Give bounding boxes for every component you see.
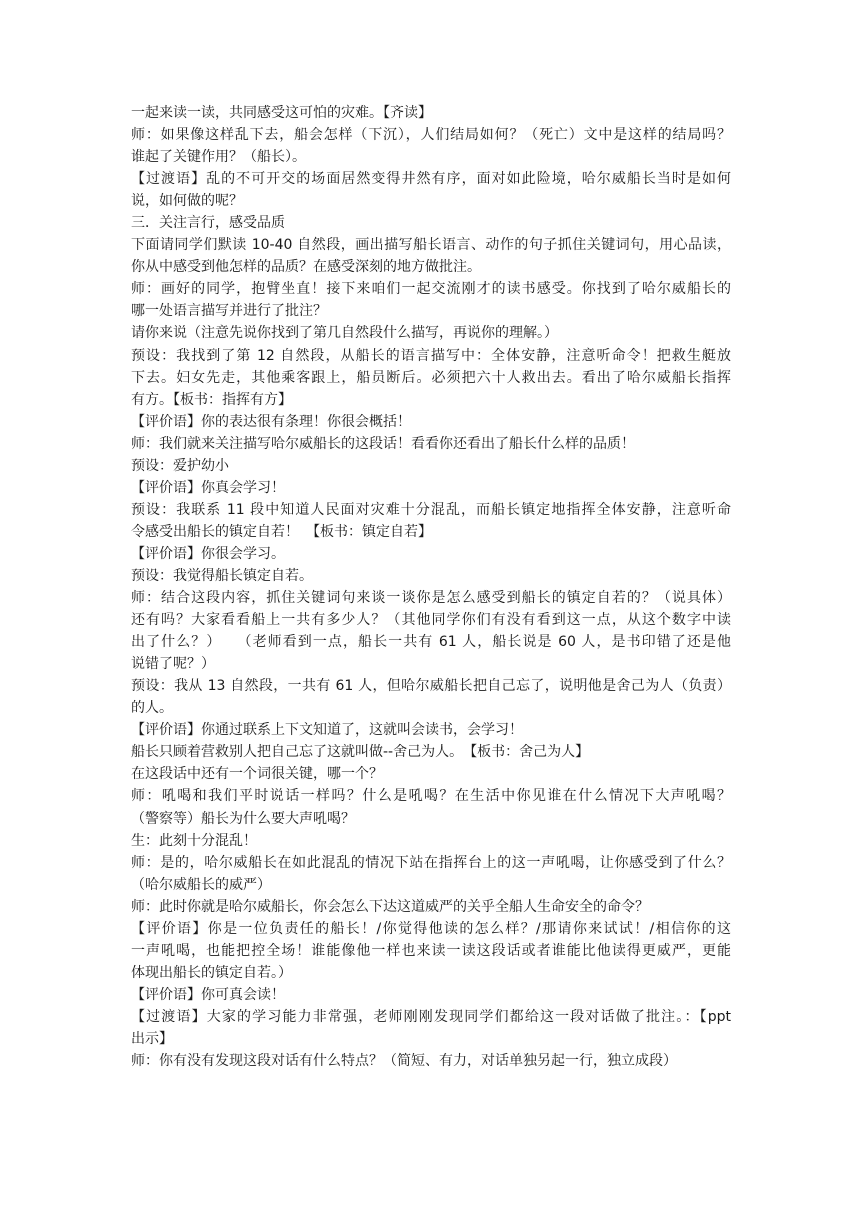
text-line: 有方。【板书：指挥有方】 [131,391,292,408]
text-line: 哪一处语言描写并进行了批注？ [131,303,327,320]
text-line: 出示】 [131,1030,173,1047]
text-line: 【过渡语】乱的不可开交的场面居然变得井然有序，面对如此险境，哈尔威船长当时是如何 [131,171,731,188]
text-line: 师：画好的同学，抱臂坐直！接下来咱们一起交流刚才的读书感受。你找到了哈尔威船长的 [131,281,731,298]
text-line: 师：此时你就是哈尔威船长，你会怎么下达这道威严的关乎全船人生命安全的命令？ [131,898,649,915]
text-line: 师：是的，哈尔威船长在如此混乱的情况下站在指挥台上的这一声吼喝，让你感受到了什么？ [131,854,731,871]
text-line: 请你来说（注意先说你找到了第几自然段什么描写，再说你的理解。） [131,325,558,342]
document-body [131,102,731,1072]
text-line: 一起来读一读，共同感受这可怕的灾难。【齐读】 [131,105,432,121]
text-line: 预设：我从 13 自然段，一共有 61 人，但哈尔威船长把自己忘了，说明他是舍己为人（负责） [131,678,731,695]
text-line: 预设：我联系 11 段中知道人民面对灾难十分混乱，而船长镇定地指挥全体安静，注意听命 [131,501,731,518]
text-line: 师：吼喝和我们平时说话一样吗？什么是吼喝？在生活中你见谁在什么情况下大声吼喝？ [131,788,731,805]
text-line: 下面请同学们默读 10-40 自然段，画出描写船长语言、动作的句子抓住关键词句，用心品读， [131,237,731,254]
text-line: 师：如果像这样乱下去，船会怎样（下沉），人们结局如何？（死亡）文中是这样的结局吗？ [131,127,731,144]
text-line: 预设：我觉得船长镇定自若。 [131,567,313,584]
text-line: 出了什么？） （老师看到一点，船长一共有 61 人，船长说是 60 人，是书印错了还是他 [131,634,731,651]
text-line: 体现出船长的镇定自若。） [131,964,292,981]
text-line: 【过渡语】大家的学习能力非常强，老师刚刚发现同学们都给这一段对话做了批注。：【ppt [131,1008,731,1025]
text-line: 说，如何做的呢？ [131,193,243,210]
text-line: 在这段话中还有一个词很关键，哪一个？ [131,766,383,783]
text-line: 【评价语】你真会学习！ [131,479,285,496]
text-line: 师：我们就来关注描写哈尔威船长的这段话！看看你还看出了船长什么样的品质！ [131,435,635,452]
text-line: 师：你有没有发现这段对话有什么特点？（简短、有力，对话单独另起一行，独立成段） [131,1053,677,1070]
text-line: 师：结合这段内容，抓住关键词句来谈一谈你是怎么感受到船长的镇定自若的？（说具体） [131,590,731,607]
text-line: （哈尔威船长的威严） [131,876,271,893]
text-line: 的人。 [131,700,173,717]
text-line: 【评价语】你是一位负责任的船长！/你觉得他读的怎么样？/那请你来试试！/相信你的这 [131,920,731,937]
text-line: 下去。妇女先走，其他乘客跟上，船员断后。必须把六十人救出去。看出了哈尔威船长指挥 [131,369,731,386]
text-line: 船长只顾着营救别人把自己忘了这就叫做--舍己为人。 【板书：舍己为人】 [131,744,590,761]
text-line: 说错了呢？） [131,656,215,673]
text-line: 【评价语】你通过联系上下文知道了，这就叫会读书，会学习！ [131,722,523,739]
text-line: 【评价语】你的表达很有条理！你很会概括！ [131,413,411,430]
text-line: 你从中感受到他怎样的品质？在感受深刻的地方做批注。 [131,259,481,276]
text-line: 【评价语】你可真会读！ [131,986,285,1003]
text-line: 谁起了关键作用？（船长）。 [131,149,306,166]
text-line: 生：此刻十分混乱！ [131,832,257,849]
section-heading: 三．关注言行，感受品质 [131,215,285,232]
text-line: 预设：我找到了第 12 自然段，从船长的语言描写中：全体安静，注意听命令！把救生艇放 [131,347,731,364]
text-line: 【评价语】你很会学习。 [131,545,285,562]
text-line: 预设：爱护幼小 [131,457,229,474]
text-line: （警察等）船长为什么要大声吼喝？ [131,810,355,827]
text-line: 还有吗？大家看看船上一共有多少人？（其他同学你们有没有看到这一点，从这个数字中读 [131,612,731,629]
text-line: 令感受出船长的镇定自若！ 【板书：镇定自若】 [131,523,432,540]
text-line: 一声吼喝，也能把控全场！谁能像他一样也来读一读这段话或者谁能比他读得更威严，更能 [131,942,731,959]
